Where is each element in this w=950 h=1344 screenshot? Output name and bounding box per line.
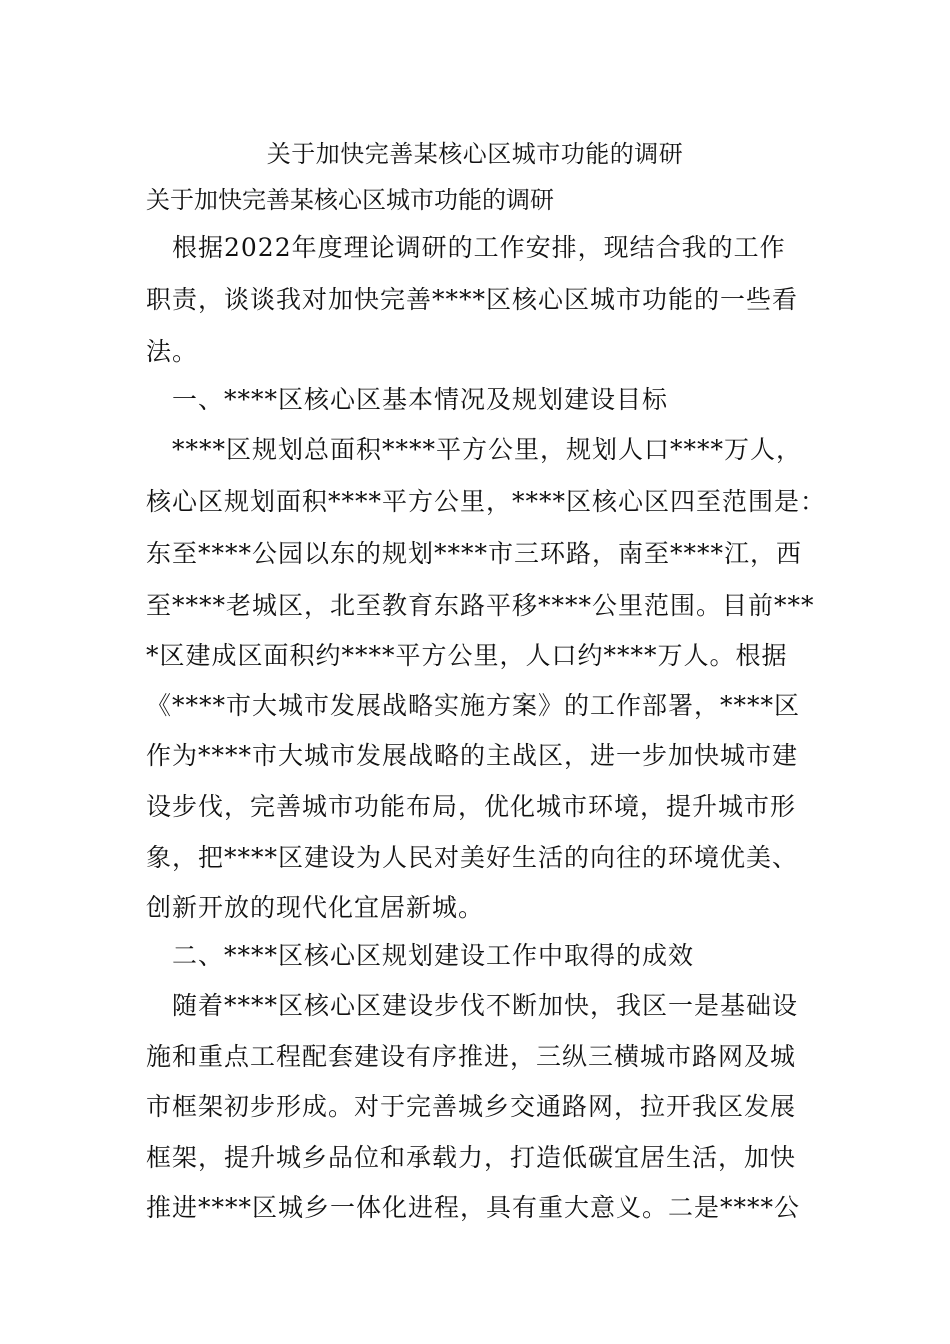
paragraph-line: 设步伐，完善城市功能布局，优化城市环境，提升城市形 bbox=[146, 792, 797, 821]
paragraph-line: 至****老城区，北至教育东路平移****公里范围。目前*** bbox=[146, 591, 815, 620]
paragraph-line: 创新开放的现代化宜居新城。 bbox=[146, 893, 485, 922]
section-heading: 一、****区核心区基本情况及规划建设目标 bbox=[146, 385, 669, 414]
paragraph-line: 核心区规划面积****平方公里，****区核心区四至范围是： bbox=[146, 487, 827, 516]
document-subtitle: 关于加快完善某核心区城市功能的调研 bbox=[146, 186, 554, 214]
paragraph-line: 施和重点工程配套建设有序推进，三纵三横城市路网及城 bbox=[146, 1042, 797, 1071]
paragraph-line: 随着****区核心区建设步伐不断加快，我区一是基础设 bbox=[146, 991, 799, 1020]
paragraph-line: 东至****公园以东的规划****市三环路，南至****江，西 bbox=[146, 539, 803, 568]
paragraph-line: 根据2022年度理论调研的工作安排，现结合我的工作 bbox=[146, 233, 786, 262]
paragraph-line: ****区规划总面积****平方公里，规划人口****万人， bbox=[146, 435, 803, 464]
paragraph-line: 推进****区城乡一体化进程，具有重大意义。二是****公 bbox=[146, 1193, 801, 1222]
paragraph-line: *区建成区面积约****平方公里，人口约****万人。根据 bbox=[146, 641, 788, 670]
section-heading: 二、****区核心区规划建设工作中取得的成效 bbox=[146, 941, 695, 970]
paragraph-line: 作为****市大城市发展战略的主战区，进一步加快城市建 bbox=[146, 741, 799, 770]
paragraph-line: 市框架初步形成。对于完善城乡交通路网，拉开我区发展 bbox=[146, 1092, 797, 1121]
paragraph-line: 象，把****区建设为人民对美好生活的向往的环境优美、 bbox=[146, 843, 799, 872]
paragraph-line: 《****市大城市发展战略实施方案》的工作部署，****区 bbox=[146, 691, 801, 720]
paragraph-line: 框架，提升城乡品位和承载力，打造低碳宜居生活，加快 bbox=[146, 1143, 797, 1172]
paragraph-line: 职责，谈谈我对加快完善****区核心区城市功能的一些看 bbox=[146, 285, 799, 314]
document-title: 关于加快完善某核心区城市功能的调研 bbox=[266, 140, 684, 168]
paragraph-line: 法。 bbox=[146, 337, 199, 366]
